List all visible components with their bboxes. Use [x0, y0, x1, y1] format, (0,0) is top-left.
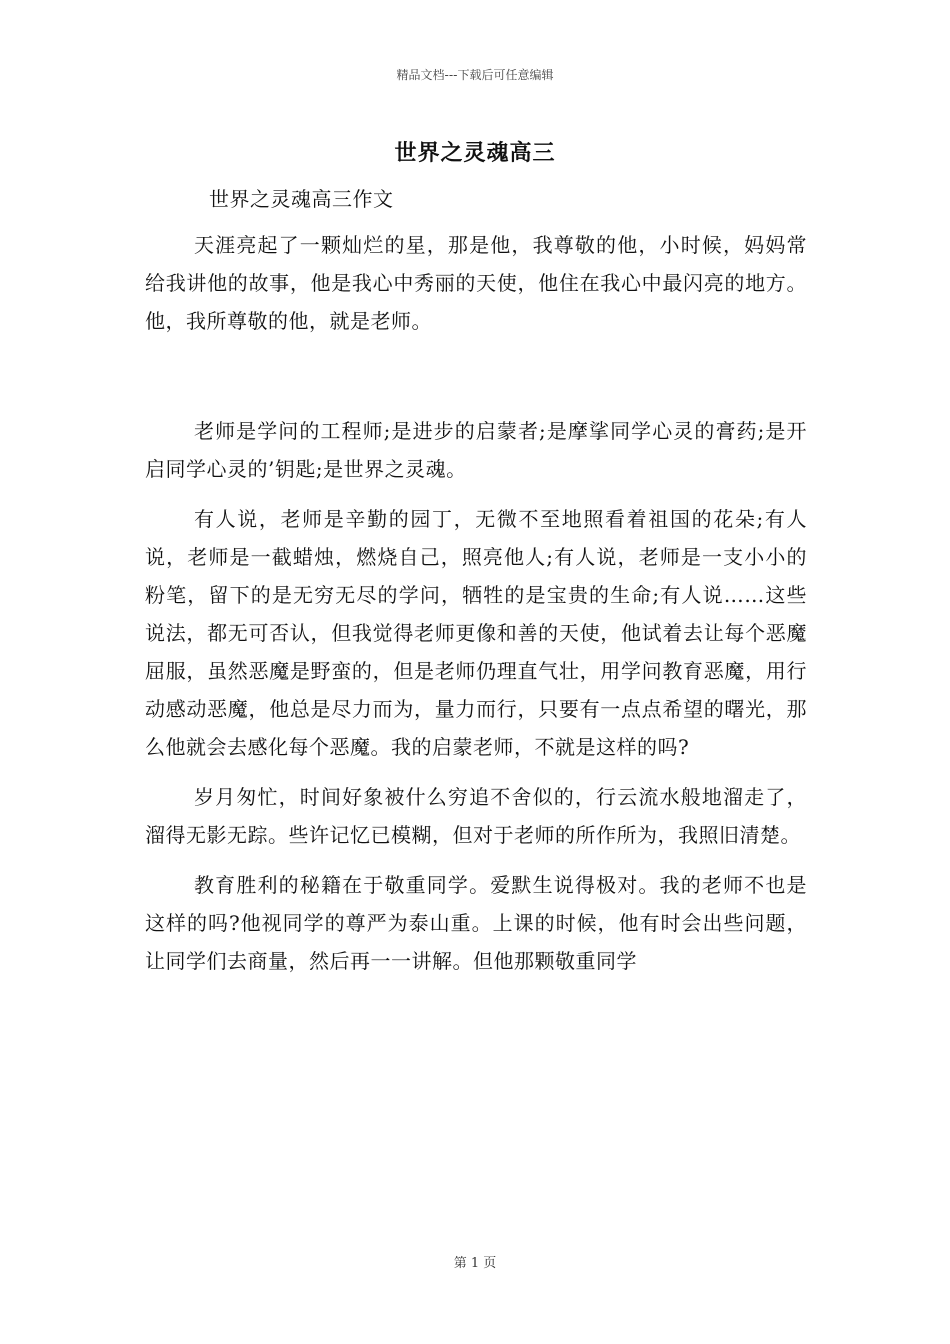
paragraph-4: 岁月匆忙，时间好象被什么穷追不舍似的，行云流水般地溜走了，溜得无影无踪。些许记忆已模糊，但对于老师的所作所为，我照旧清楚。 — [145, 785, 807, 847]
paragraph-1: 天涯亮起了一颗灿烂的星，那是他，我尊敬的他，小时候，妈妈常给我讲他的故事，他是我心中秀丽的天使，他住在我心中最闪亮的地方。他，我所尊敬的他，就是老师。 — [145, 233, 807, 333]
paragraph-5: 教育胜利的秘籍在于敬重同学。爱默生说得极对。我的老师不也是这样的吗?他视同学的尊严为泰山重。上课的时候，他有时会出些问题，让同学们去商量，然后再一一讲解。但他那颗敬重同学 — [145, 873, 807, 973]
page-header: 精品文档---下载后可任意编辑 — [396, 68, 554, 82]
page-number: 第 1 页 — [453, 1256, 497, 1271]
document-title: 世界之灵魂高三 — [394, 140, 556, 166]
document-subtitle: 世界之灵魂高三作文 — [209, 187, 394, 211]
document-body — [145, 180, 807, 980]
paragraph-2: 老师是学问的工程师;是进步的启蒙者;是摩挲同学心灵的膏药;是开启同学心灵的’钥匙;是世界之灵魂。 — [145, 419, 807, 481]
paragraph-3: 有人说，老师是辛勤的园丁，无微不至地照看着祖国的花朵;有人说，老师是一截蜡烛，燃烧自己，照亮他人;有人说，老师是一支小小的粉笔，留下的是无穷无尽的学问，牺牲的是宝贵的生命;有人说……这些说法，都无可否认，但我觉得老师更像和善的天使，他试着去让每个恶魔屈服，虽然恶魔是野蛮的，但是老师仍理直气壮，用学问教育恶魔，用行动感动恶魔，他总是尽力而为，量力而行，只要有一点点希望的曙光，那么他就会去感化每个恶魔。我的启蒙老师，不就是这样的吗? — [145, 507, 807, 759]
